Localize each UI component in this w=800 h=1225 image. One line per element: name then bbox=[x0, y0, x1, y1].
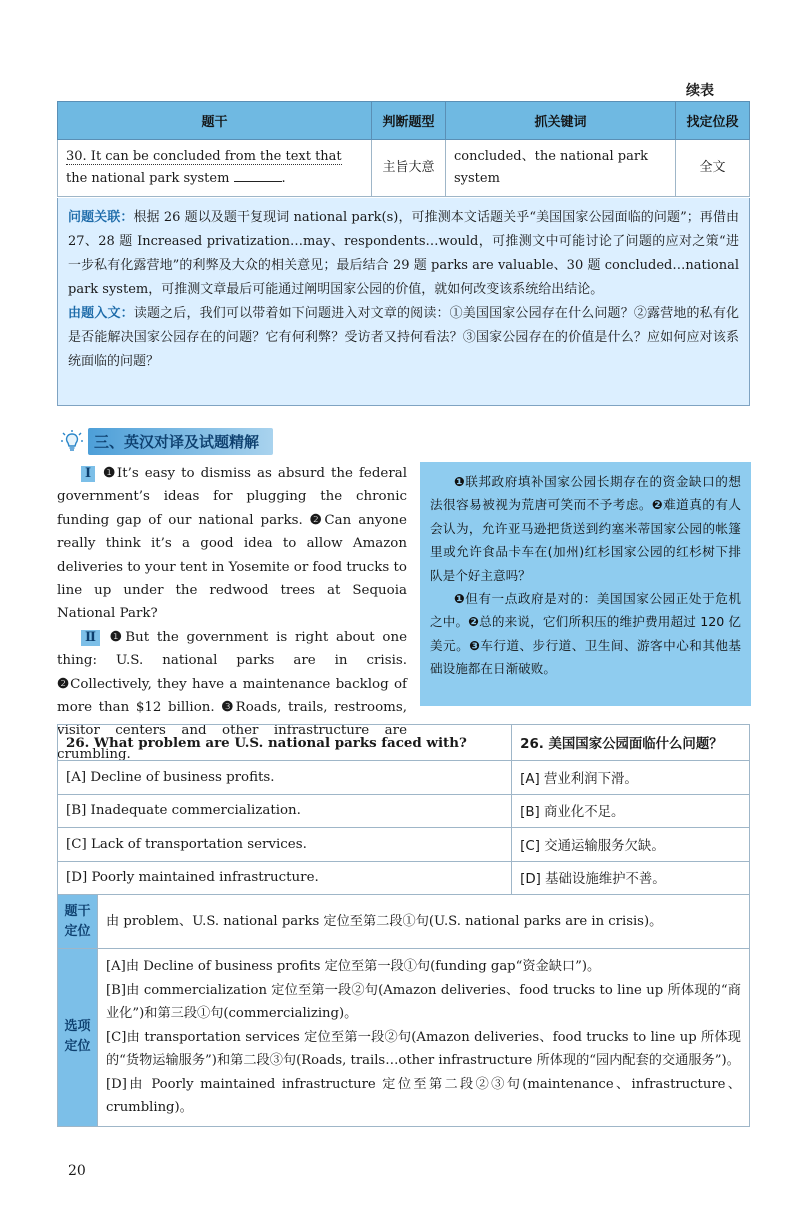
stem-location-label bbox=[58, 895, 98, 949]
sentence-marker: ❸ bbox=[469, 637, 481, 653]
label-line: 题干 bbox=[64, 903, 91, 919]
label-line: 定位 bbox=[64, 923, 91, 939]
sentence-marker: ❷ bbox=[651, 497, 664, 513]
sentence: 联邦政府填补国家公园长期存在的资金缺口的想法很容易被视为荒唐可笑而不予考虑。 bbox=[430, 474, 741, 513]
label-line: 选项 bbox=[64, 1019, 91, 1035]
stem-end: . bbox=[281, 171, 286, 186]
sentence: 车行道、步行道、卫生间、游客中心和其他基础设施都在日渐破败。 bbox=[430, 637, 742, 677]
option-en-b: [B] Inadequate commercialization. bbox=[58, 794, 512, 828]
sentence-marker: ❷ bbox=[309, 511, 325, 528]
translation-paragraph-1 bbox=[430, 470, 741, 587]
relation-text: 根据 26 题以及题干复现词 national park(s)，可推测本文话题关乎“美国国家公园面临的问题”；再借由 27、28 题 Increased privatization…may、respondents…would，可推测文中可能讨论了问题的应对之策“进一步私有化露营地”的利弊及大众的相关意见；最后结合 29 题 parks are valuable、30 题 concluded…national park system，可推测文章最后可能通过阐明国家公园的价值，就如何改变该系统给出结论。 bbox=[68, 210, 739, 297]
sentence-marker: ❶ bbox=[109, 628, 126, 645]
option-cn-a: [A] 营业利润下滑。 bbox=[512, 761, 750, 795]
question-en: 26. What problem are U.S. national parks faced with? bbox=[58, 725, 512, 761]
reading-text: 读题之后，我们可以带着如下问题进入对文章的阅读：①美国国家公园存在什么问题？②露营地的私有化是否能解决国家公园存在的问题？它有何利弊？受访者又持何看法？③国家公园存在的价值是什么？应如何应对该系统面临的问题？ bbox=[68, 306, 739, 369]
col-type-header: 判断题型 bbox=[372, 102, 446, 140]
option-cn-b: [B] 商业化不足。 bbox=[512, 794, 750, 828]
location-b: [B]由 commercialization 定位至第一段②句(Amazon deliveries、food trucks to line up 所体现的“商业化”)和第三段①句(commercializing)。 bbox=[106, 982, 741, 1021]
stem-location-row bbox=[58, 895, 750, 949]
option-en-c: [C] Lack of transportation services. bbox=[58, 828, 512, 862]
question-relation-box bbox=[57, 198, 750, 406]
location-d: [D]由 Poorly maintained infrastructure 定位至第二段②③句(maintenance、infrastructure、crumbling)。 bbox=[106, 1076, 741, 1115]
option-row bbox=[58, 828, 750, 862]
option-location-text bbox=[98, 949, 750, 1127]
relation-label: 问题关联： bbox=[68, 210, 134, 225]
stem-text-b: the national park system bbox=[66, 171, 230, 186]
option-cn-c: [C] 交通运输服务欠缺。 bbox=[512, 828, 750, 862]
english-passage bbox=[57, 462, 407, 766]
sentence-marker: ❷ bbox=[57, 675, 71, 692]
location-c: [C]由 transportation services 定位至第一段②句(Amazon deliveries、food trucks to line up 所体现的“货物运输服务”)和第二段③句(Roads, trails…other infrastructure 所体现的“园内配套的交通服务”)。 bbox=[106, 1029, 741, 1068]
paragraph-number-2: Ⅱ bbox=[81, 630, 100, 646]
option-location-row bbox=[58, 949, 750, 1127]
sentence-marker: ❶ bbox=[454, 474, 466, 489]
page-number: 20 bbox=[68, 1163, 86, 1179]
relation-paragraph bbox=[68, 206, 739, 302]
question-analysis-table bbox=[57, 101, 750, 197]
col-location-header: 找定位段 bbox=[676, 102, 750, 140]
passage-paragraph-1 bbox=[57, 462, 407, 626]
question-header-row bbox=[58, 725, 750, 761]
stem-text-a: 30. It can be concluded from the text that bbox=[66, 149, 342, 164]
stem-location-text: 由 problem、U.S. national parks 定位至第二段①句(U.S. national parks are in crisis)。 bbox=[98, 895, 750, 949]
type-cell: 主旨大意 bbox=[372, 140, 446, 197]
lightbulb-icon bbox=[60, 429, 84, 453]
table-header-row bbox=[58, 102, 750, 140]
option-cn-d: [D] 基础设施维护不善。 bbox=[512, 861, 750, 895]
sentence: 难道真的有人会认为，允许亚马逊把货送到约塞米蒂国家公园的帐篷里或允许食品卡车在(加州)红杉国家公园的红杉树下排队是个好主意吗？ bbox=[430, 497, 742, 583]
col-keywords-header: 抓关键词 bbox=[446, 102, 676, 140]
option-en-d: [D] Poorly maintained infrastructure. bbox=[58, 861, 512, 895]
question-cn: 26. 美国国家公园面临什么问题？ bbox=[512, 725, 750, 761]
col-stem-header: 题干 bbox=[58, 102, 372, 140]
option-row bbox=[58, 794, 750, 828]
location-a: [A]由 Decline of business profits 定位至第一段①句(funding gap“资金缺口”)。 bbox=[106, 959, 601, 974]
sentence: But the government is right about one thing: U.S. national parks are in crisis. bbox=[57, 629, 407, 669]
location-cell: 全文 bbox=[676, 140, 750, 197]
keywords-cell: concluded、the national park system bbox=[446, 140, 676, 197]
reading-paragraph bbox=[68, 302, 739, 374]
table-row bbox=[58, 140, 750, 197]
section-heading bbox=[60, 428, 273, 454]
translation-paragraph-2 bbox=[430, 587, 741, 681]
sentence-marker: ❶ bbox=[103, 465, 117, 481]
paragraph-number-1: Ⅰ bbox=[81, 466, 95, 482]
option-en-a: [A] Decline of business profits. bbox=[58, 761, 512, 795]
answer-blank bbox=[234, 168, 282, 182]
stem-cell bbox=[58, 140, 372, 197]
sentence: Collectively, they have a maintenance backlog of more than $12 billion. bbox=[57, 676, 407, 716]
sentence: Roads, trails, restrooms, visitor centers and other infrastructure are crumbling. bbox=[57, 700, 407, 762]
option-location-label bbox=[58, 949, 98, 1127]
label-line: 定位 bbox=[64, 1039, 91, 1055]
sentence-marker: ❷ bbox=[468, 614, 480, 630]
sentence-marker: ❸ bbox=[221, 699, 236, 716]
option-row bbox=[58, 861, 750, 895]
reading-label: 由题入文： bbox=[68, 306, 134, 321]
sentence: It’s easy to dismiss as absurd the federal government’s ideas for plugging the chronic funding gap of our national parks. bbox=[57, 466, 407, 528]
sentence-marker: ❶ bbox=[454, 591, 466, 607]
continued-label: 续表 bbox=[686, 83, 714, 99]
chinese-translation bbox=[420, 462, 751, 706]
sentence: 总的来说，它们所积压的维护费用超过 120 亿美元。 bbox=[430, 614, 742, 653]
question-table bbox=[57, 724, 750, 1127]
sentence: 但有一点政府是对的：美国国家公园正处于危机之中。 bbox=[430, 591, 741, 630]
section-title: 三、英汉对译及试题精解 bbox=[88, 428, 273, 455]
sentence: Can anyone really think it’s a good idea to allow Amazon deliveries to your tent in Yosemite or food trucks to line up under the redwood trees at Sequoia National Park? bbox=[57, 512, 407, 622]
option-row bbox=[58, 761, 750, 795]
